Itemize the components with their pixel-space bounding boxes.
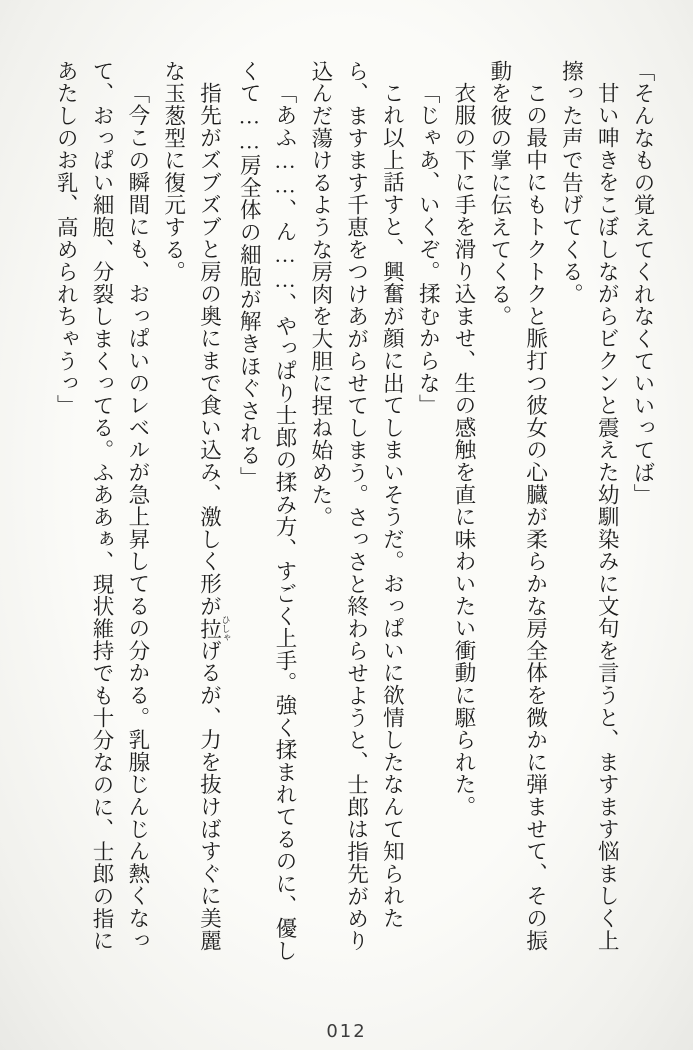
ruby-furigana: ひしゃ — [220, 615, 231, 643]
paragraph-dialogue-3: 「あふ……、ん……、やっぱり士郎の揉み方、すごく上手。強く揉まれてるのに、優しくて……房全体の細胞が解きほぐされる」 — [237, 60, 298, 962]
ruby-annotation — [197, 615, 231, 643]
paragraph-narrative-1: 甘い呻きをこぼしながらビクンと震えた幼馴染みに文句を言うと、ますます悩ましく上擦った声で告げてくる。 — [559, 60, 620, 952]
ruby-paragraph-post: げるが、力を抜けばすぐに美麗な玉葱型に復元する。 — [161, 60, 222, 953]
paragraph-narrative-4: これ以上話すと、興奮が顔に出てしまいそうだ。おっぱいに欲情したなんて知られたら、ますます千恵をつけあがらせてしまう。さっさと終わらせようと、士郎は指先がめり込んだ蕩けるような房肉を大胆に捏ね始めた。 — [308, 60, 405, 952]
ruby-base: 拉 — [197, 615, 222, 643]
paragraph-narrative-5-with-ruby — [155, 60, 231, 966]
paragraph-dialogue-4: 「今この瞬間にも、おっぱいのレベルが急上昇してるの分かる。乳腺じんじん熱くなって、おっぱい細胞、分裂しまくってる。ふああぁ、現状維持でも十分なのに、士郎の指にあたしのお乳、高められちゃうっ」 — [54, 60, 150, 952]
paragraph-dialogue-1: 「そんなもの覚えてくれなくていいってば」 — [631, 60, 655, 506]
ruby-paragraph-pre: 指先がズブズブと房の奥にまで食い込み、激しく形が — [197, 82, 222, 618]
paragraph-narrative-2: この最中にもトクトクと脈打つ彼女の心臓が柔らかな房全体を微かに弾ませて、その振動を彼の掌に伝えてくる。 — [487, 60, 548, 952]
paragraph-dialogue-2: 「じゃあ、いくぞ。揉むからな」 — [416, 82, 441, 417]
page-text-block — [47, 60, 660, 966]
paragraph-narrative-3: 衣服の下に手を滑り込ませ、生の感触を直に味わいたい衝動に駆られた。 — [452, 82, 477, 819]
page-number: 012 — [326, 1021, 367, 1042]
